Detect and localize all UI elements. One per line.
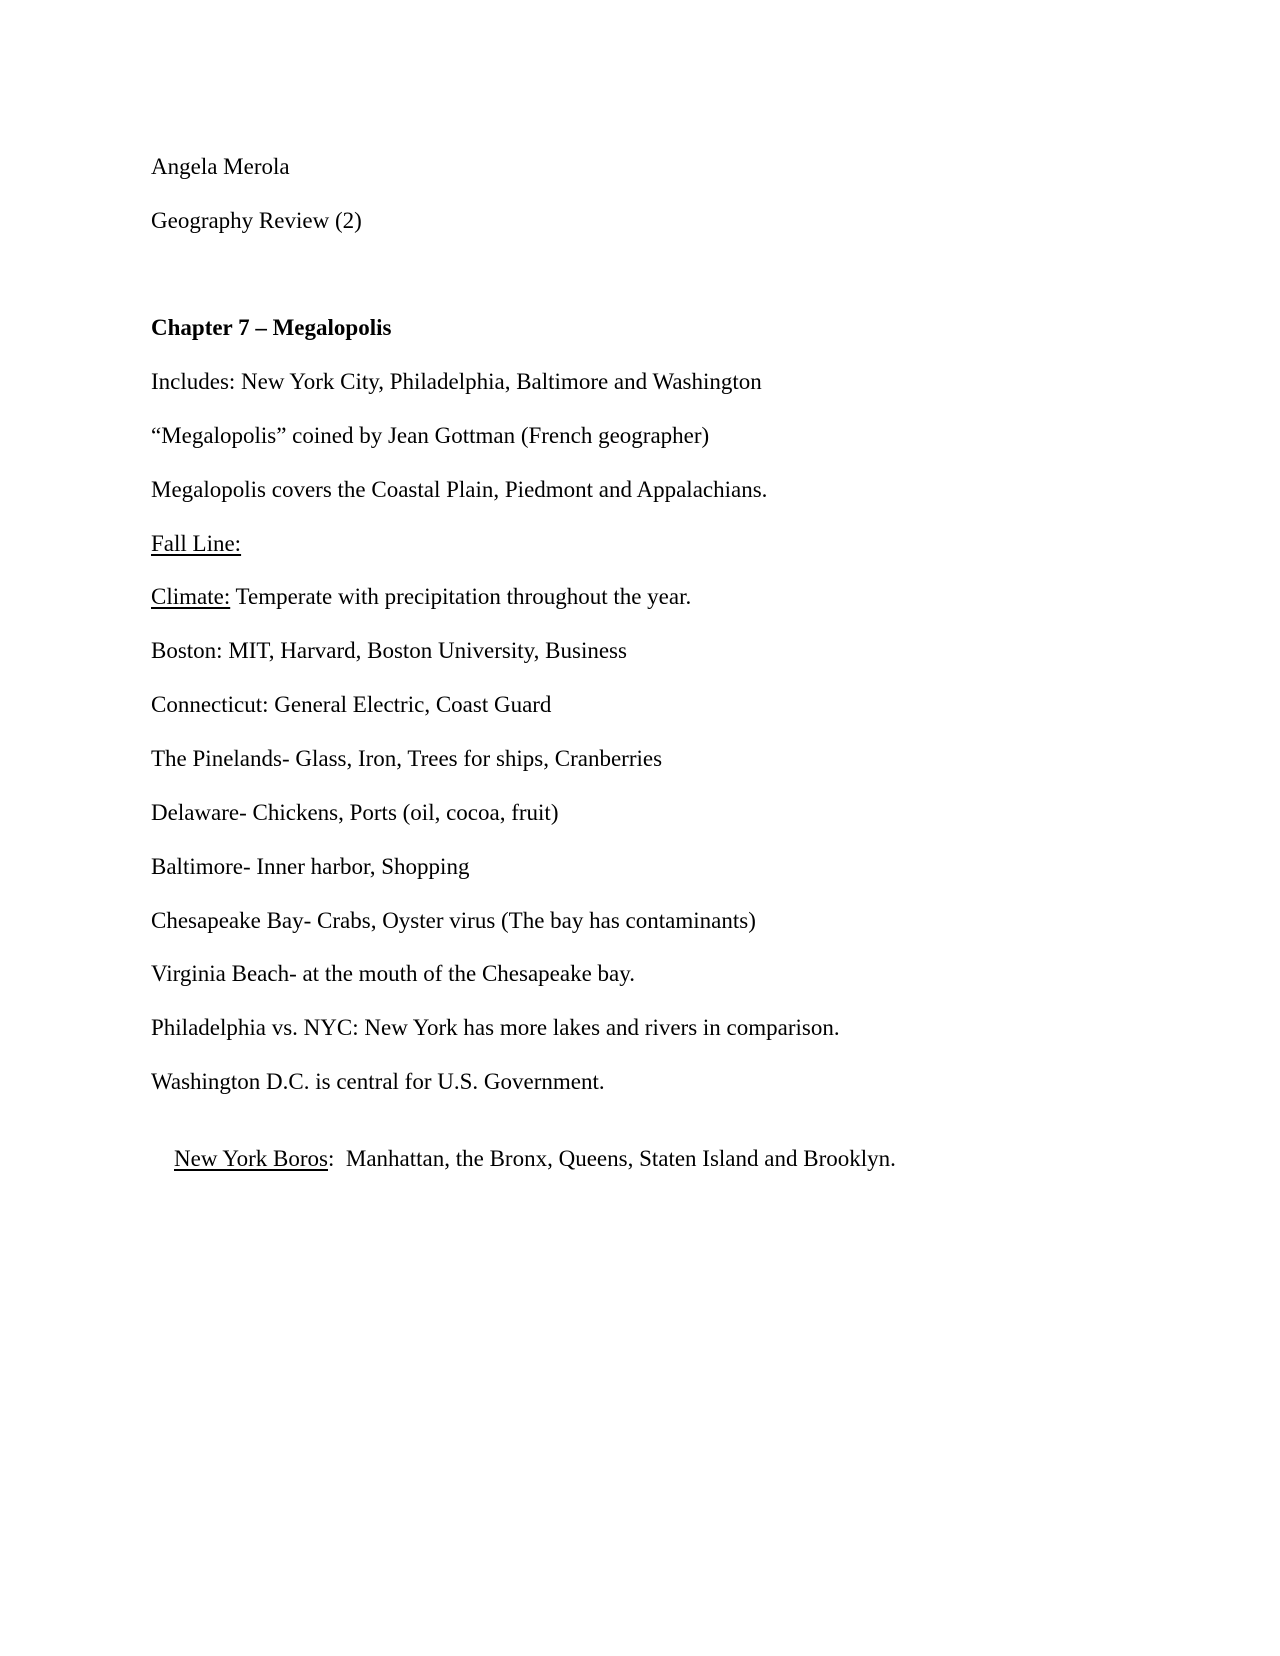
note-covers: Megalopolis covers the Coastal Plain, Piedmont and Appalachians. <box>151 477 768 502</box>
boros-label: New York Boros <box>174 1146 328 1171</box>
fall-line-label: Fall Line: <box>151 531 242 556</box>
chapter-heading: Chapter 7 – Megalopolis <box>151 315 392 340</box>
author-name: Angela Merola <box>151 154 290 179</box>
note-new-york-boros <box>151 1124 896 1193</box>
note-pinelands: The Pinelands- Glass, Iron, Trees for ships, Cranberries <box>151 746 663 771</box>
note-chesapeake: Chesapeake Bay- Crabs, Oyster virus (The bay has contaminants) <box>151 908 756 933</box>
note-connecticut: Connecticut: General Electric, Coast Guard <box>151 692 552 717</box>
note-washington: Washington D.C. is central for U.S. Government. <box>151 1069 605 1094</box>
note-coined: “Megalopolis” coined by Jean Gottman (French geographer) <box>151 423 710 448</box>
boros-text: : Manhattan, the Bronx, Queens, Staten Island and Brooklyn. <box>328 1146 896 1171</box>
note-includes: Includes: New York City, Philadelphia, Baltimore and Washington <box>151 369 762 394</box>
note-virginia-beach: Virginia Beach- at the mouth of the Chesapeake bay. <box>151 961 636 986</box>
climate-label: Climate: <box>151 584 231 609</box>
note-boston: Boston: MIT, Harvard, Boston University, Business <box>151 638 627 663</box>
course-title: Geography Review (2) <box>151 208 362 233</box>
note-delaware: Delaware- Chickens, Ports (oil, cocoa, fruit) <box>151 800 559 825</box>
note-climate <box>151 585 691 608</box>
note-baltimore: Baltimore- Inner harbor, Shopping <box>151 854 470 879</box>
note-philadelphia-vs-nyc: Philadelphia vs. NYC: New York has more lakes and rivers in comparison. <box>151 1015 840 1040</box>
note-fall-line <box>151 532 241 555</box>
climate-text: Temperate with precipitation throughout the year. <box>230 584 692 609</box>
